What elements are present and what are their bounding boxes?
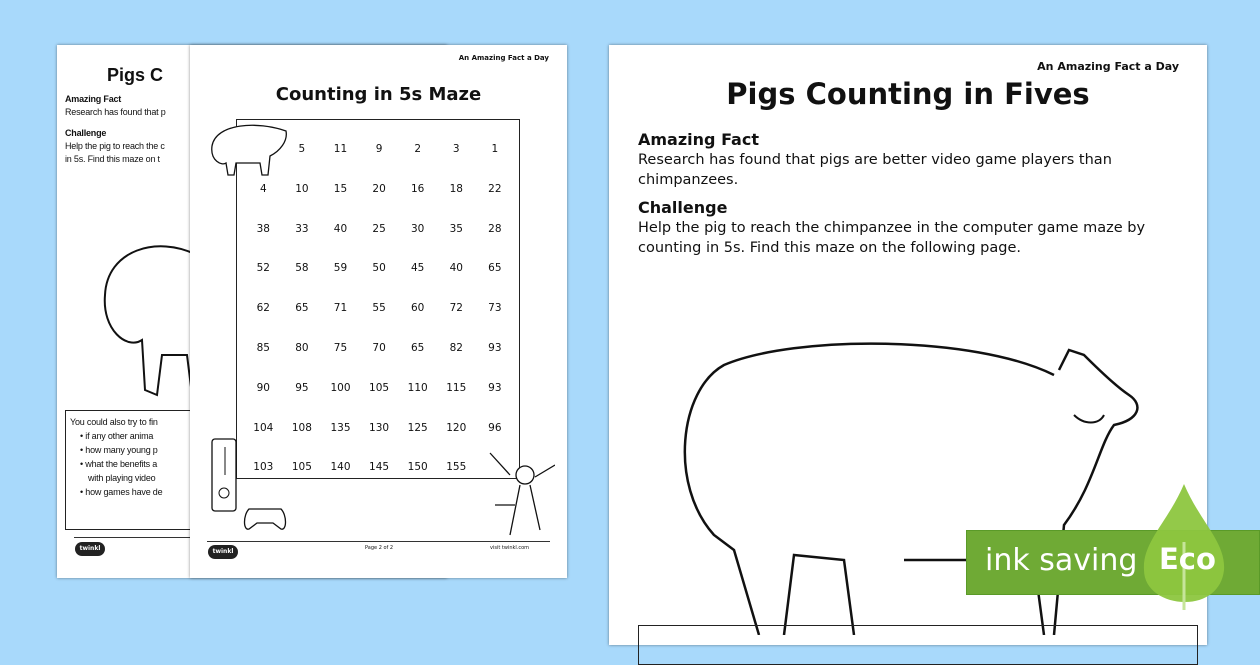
- maze-cell: 70: [372, 341, 386, 354]
- maze-cell: 1: [491, 143, 499, 155]
- maze-cell: 85: [256, 341, 270, 354]
- page-number: Page 2 of 2: [365, 545, 394, 551]
- maze-cell: 11: [333, 143, 348, 155]
- maze-cell: 96: [488, 421, 502, 434]
- maze-cell: 108: [291, 421, 312, 434]
- maze-cell: 73: [488, 302, 502, 315]
- list-item: • how games have de: [80, 485, 390, 499]
- maze-title: Counting in 5s Maze: [275, 84, 482, 105]
- maze-cell: 65: [295, 302, 309, 315]
- maze-cell: 93: [488, 381, 502, 394]
- maze-cell: 59: [333, 262, 348, 275]
- maze-cell: 110: [407, 381, 428, 394]
- maze-cell: 18: [449, 182, 463, 195]
- chimpanzee-icon: [485, 445, 555, 540]
- maze-cell: 20: [372, 182, 386, 195]
- footer-divider: [207, 541, 550, 542]
- maze-cell: 104: [253, 421, 274, 434]
- maze-cell: 65: [488, 262, 502, 275]
- maze-cell: 150: [407, 461, 428, 474]
- maze-cell: 58: [295, 262, 309, 275]
- twinkl-logo: twinkl: [75, 542, 105, 556]
- maze-cell: 65: [410, 341, 425, 354]
- page-title: Pigs Counting in Fives: [726, 77, 1090, 111]
- series-tag: An Amazing Fact a Day: [458, 54, 549, 62]
- maze-cell: 100: [330, 381, 351, 394]
- maze-cell: 71: [333, 302, 348, 315]
- maze-cell: 25: [372, 222, 386, 235]
- maze-cell: 145: [369, 461, 390, 474]
- maze-cell: 95: [295, 381, 309, 394]
- fact-heading: Amazing Fact: [65, 94, 122, 104]
- maze-cell: 103: [253, 461, 274, 474]
- maze-cell: 50: [372, 262, 386, 275]
- maze-cell: 22: [488, 182, 502, 195]
- maze-cell: 120: [446, 421, 467, 434]
- fact-heading: Amazing Fact: [638, 130, 759, 149]
- list-item: with playing video: [88, 473, 156, 483]
- maze-cell: 80: [295, 341, 309, 354]
- maze-cell: 28: [488, 222, 502, 235]
- maze-cell: 2: [414, 143, 422, 155]
- maze-cell: 52: [256, 262, 270, 275]
- maze-cell: 40: [333, 222, 348, 235]
- maze-cell: 16: [410, 182, 425, 195]
- maze-cell: 40: [449, 262, 463, 275]
- fact-text: Research has found that p: [65, 107, 166, 117]
- maze-cell: 5: [298, 143, 306, 155]
- maze-cell: 105: [369, 381, 390, 394]
- maze-cell: 10: [295, 182, 309, 195]
- maze-cell: 90: [256, 381, 270, 394]
- maze-cell: 35: [449, 222, 463, 235]
- maze-cell: 155: [446, 461, 467, 474]
- maze-cell: 72: [449, 302, 463, 315]
- page-title: Pigs C: [107, 65, 164, 85]
- maze-cell: 3: [452, 143, 460, 155]
- site-link[interactable]: visit twinkl.com: [490, 545, 530, 551]
- maze-cell: 105: [291, 461, 312, 474]
- game-controller-icon: [243, 505, 287, 533]
- maze-page: [190, 45, 567, 578]
- list-item: • what the benefits a: [80, 457, 390, 471]
- maze-cell: 93: [488, 341, 502, 354]
- maze-cell: 82: [449, 341, 463, 354]
- ink-saving-label: ink saving: [985, 543, 1138, 578]
- maze-cell: 38: [256, 222, 270, 235]
- extension-box: [638, 625, 1198, 665]
- box-intro: You could also try to fin: [70, 417, 158, 427]
- maze-cell: 75: [333, 341, 348, 354]
- maze-cell: 125: [407, 421, 428, 434]
- list-item: • how many young p: [80, 443, 390, 457]
- maze-cell: 130: [369, 421, 390, 434]
- maze-cell: 45: [410, 262, 425, 275]
- maze-cell: [244, 143, 283, 183]
- eco-label: Eco: [1159, 542, 1216, 576]
- maze-cell: 30: [410, 222, 425, 235]
- maze-cell: 4: [259, 182, 267, 195]
- fact-text: Research has found that pigs are better video game players than chimpanzees.: [638, 152, 1112, 188]
- series-tag: An Amazing Fact a Day: [1037, 60, 1179, 73]
- pig-illustration: [97, 235, 197, 405]
- maze-cell: 9: [375, 143, 383, 155]
- maze-cell: 135: [330, 421, 351, 434]
- maze-cell: 60: [410, 302, 425, 315]
- challenge-text: Help the pig to reach the chimpanzee in the computer game maze by counting in 5s. Find this maze on the following page.: [638, 220, 1146, 256]
- maze-cell: 33: [295, 222, 309, 235]
- list-item: • if any other anima: [80, 429, 390, 443]
- challenge-text-2: in 5s. Find this maze on t: [65, 154, 160, 164]
- maze-cell: 62: [256, 302, 270, 315]
- maze-cell: 15: [333, 182, 348, 195]
- eco-badge: [1140, 482, 1230, 616]
- maze-cell: 115: [446, 381, 467, 394]
- challenge-text-1: Help the pig to reach the c: [65, 141, 165, 151]
- game-console-icon: [210, 435, 246, 515]
- twinkl-logo: twinkl: [208, 545, 238, 559]
- challenge-heading: Challenge: [65, 128, 107, 138]
- challenge-heading: Challenge: [638, 198, 728, 217]
- maze-cell: 55: [372, 302, 386, 315]
- maze-cell: 140: [330, 461, 351, 474]
- maze-grid: [244, 143, 514, 501]
